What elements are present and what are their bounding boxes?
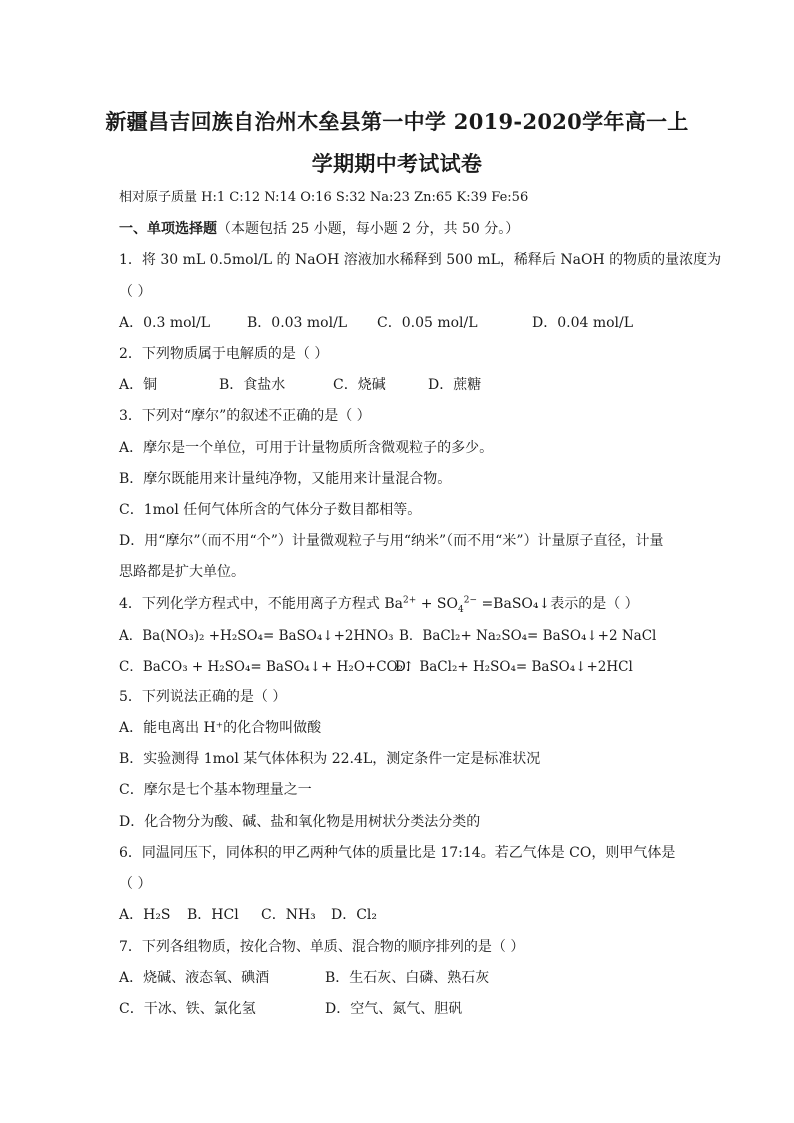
q4-so4-charge: 2− (463, 595, 477, 606)
q7-option-d: D．空气、氮气、胆矾 (325, 1001, 463, 1017)
q5-option-c: C．摩尔是七个基本物理量之一 (119, 782, 312, 798)
q4-stem-mid: + SO (416, 596, 458, 612)
q6-options (119, 904, 377, 924)
exam-title-line2: 学期期中考试试卷 (311, 151, 483, 176)
q4-so4-subscript: 4 (457, 604, 464, 615)
q5-option-d: D．化合物分为酸、碱、盐和氧化物是用树状分类法分类的 (119, 814, 481, 830)
q2-option-b: B．食盐水 (219, 377, 286, 393)
q5-option-b: B．实验测得 1mol 某气体体积为 22.4L，测定条件一定是标准状况 (119, 751, 541, 767)
q6-option-d: D．Cl₂ (331, 907, 378, 923)
q6-option-a: A．H₂S (119, 907, 171, 923)
q1-option-a: A．0.3 mol/L (119, 315, 211, 331)
q1-option-d: D．0.04 mol/L (532, 315, 634, 331)
q7-options-row1 (119, 967, 489, 987)
q4-ba-charge: 2+ (403, 595, 417, 606)
q1-stem: 1．将 30 mL 0.5mol/L 的 NaOH 溶液加水稀释到 500 mL，稀释后 NaOH 的物质的量浓度为 (119, 252, 722, 268)
q4-stem (119, 593, 639, 613)
q4-option-a: A．Ba(NO₃)₂ +H₂SO₄= BaSO₄↓+2HNO₃ (119, 628, 394, 644)
q6-option-b: B．HCl (187, 907, 239, 923)
q2-stem: 2．下列物质属于电解质的是（ ） (119, 346, 329, 362)
q3-option-d-line2: 思路都是扩大单位。 (119, 564, 245, 580)
atomic-mass-line: 相对原子质量 H:1 C:12 N:14 O:16 S:32 Na:23 Zn:65 K:39 Fe:56 (119, 190, 529, 205)
q7-option-b: B．生石灰、白磷、熟石灰 (325, 970, 490, 986)
exam-title-line1: 新疆昌吉回族自治州木垒县第一中学 2019-2020学年高一上 (105, 109, 689, 134)
q6-stem-paren: （ ） (119, 876, 152, 892)
q2-option-c: C．烧碱 (333, 377, 386, 393)
q3-option-c: C．1mol 任何气体所含的气体分子数目都相等。 (119, 502, 422, 518)
section-title: 一、单项选择题 (119, 221, 217, 237)
q7-stem: 7．下列各组物质，按化合物、单质、混合物的顺序排列的是（ ） (119, 939, 525, 955)
q3-option-d-line1: D．用“摩尔”（而不用“个”）计量微观粒子与用“纳米”（而不用“米”）计量原子直径，计量 (119, 533, 664, 549)
q4-stem-pre: 4．下列化学方程式中，不能用离子方程式 Ba (119, 596, 403, 612)
q1-option-c: C．0.05 mol/L (377, 315, 478, 331)
q1-stem-paren: （ ） (119, 284, 152, 300)
q4-option-c: C．BaCO₃ + H₂SO₄= BaSO₄↓+ H₂O+CO₂↑ (119, 659, 415, 675)
q5-stem: 5．下列说法正确的是（ ） (119, 689, 287, 705)
q2-options (119, 374, 481, 394)
q4-option-b: B．BaCl₂+ Na₂SO₄= BaSO₄↓+2 NaCl (399, 628, 657, 644)
section-note: （本题包括 25 小题，每小题 2 分，共 50 分。） (217, 221, 520, 237)
q3-option-b: B．摩尔既能用来计量纯净物，又能用来计量混合物。 (119, 471, 452, 487)
q4-stem-post: =BaSO₄↓表示的是（ ） (477, 596, 639, 612)
section-heading (119, 218, 519, 238)
q1-option-b: B．0.03 mol/L (247, 315, 348, 331)
q5-option-a: A．能电离出 H⁺的化合物叫做酸 (119, 720, 322, 736)
q7-options-row2 (119, 998, 462, 1018)
q2-option-a: A．铜 (119, 377, 158, 393)
q4-option-d: D．BaCl₂+ H₂SO₄= BaSO₄↓+2HCl (395, 659, 633, 675)
q6-stem: 6．同温同压下，同体积的甲乙两种气体的质量比是 17:14。若乙气体是 CO，则甲气体是 (119, 845, 676, 861)
q3-option-a: A．摩尔是一个单位，可用于计量物质所含微观粒子的多少。 (119, 440, 494, 456)
q7-option-c: C．干冰、铁、氯化氢 (119, 1001, 256, 1017)
q4-options-row1 (119, 624, 656, 644)
q7-option-a: A．烧碱、液态氧、碘酒 (119, 970, 270, 986)
q6-option-c: C．NH₃ (261, 907, 316, 923)
q1-options (119, 312, 633, 332)
q2-option-d: D．蔗糖 (428, 377, 482, 393)
q3-stem: 3．下列对“摩尔”的叙述不正确的是（ ） (119, 408, 371, 424)
q4-options-row2 (119, 655, 633, 675)
